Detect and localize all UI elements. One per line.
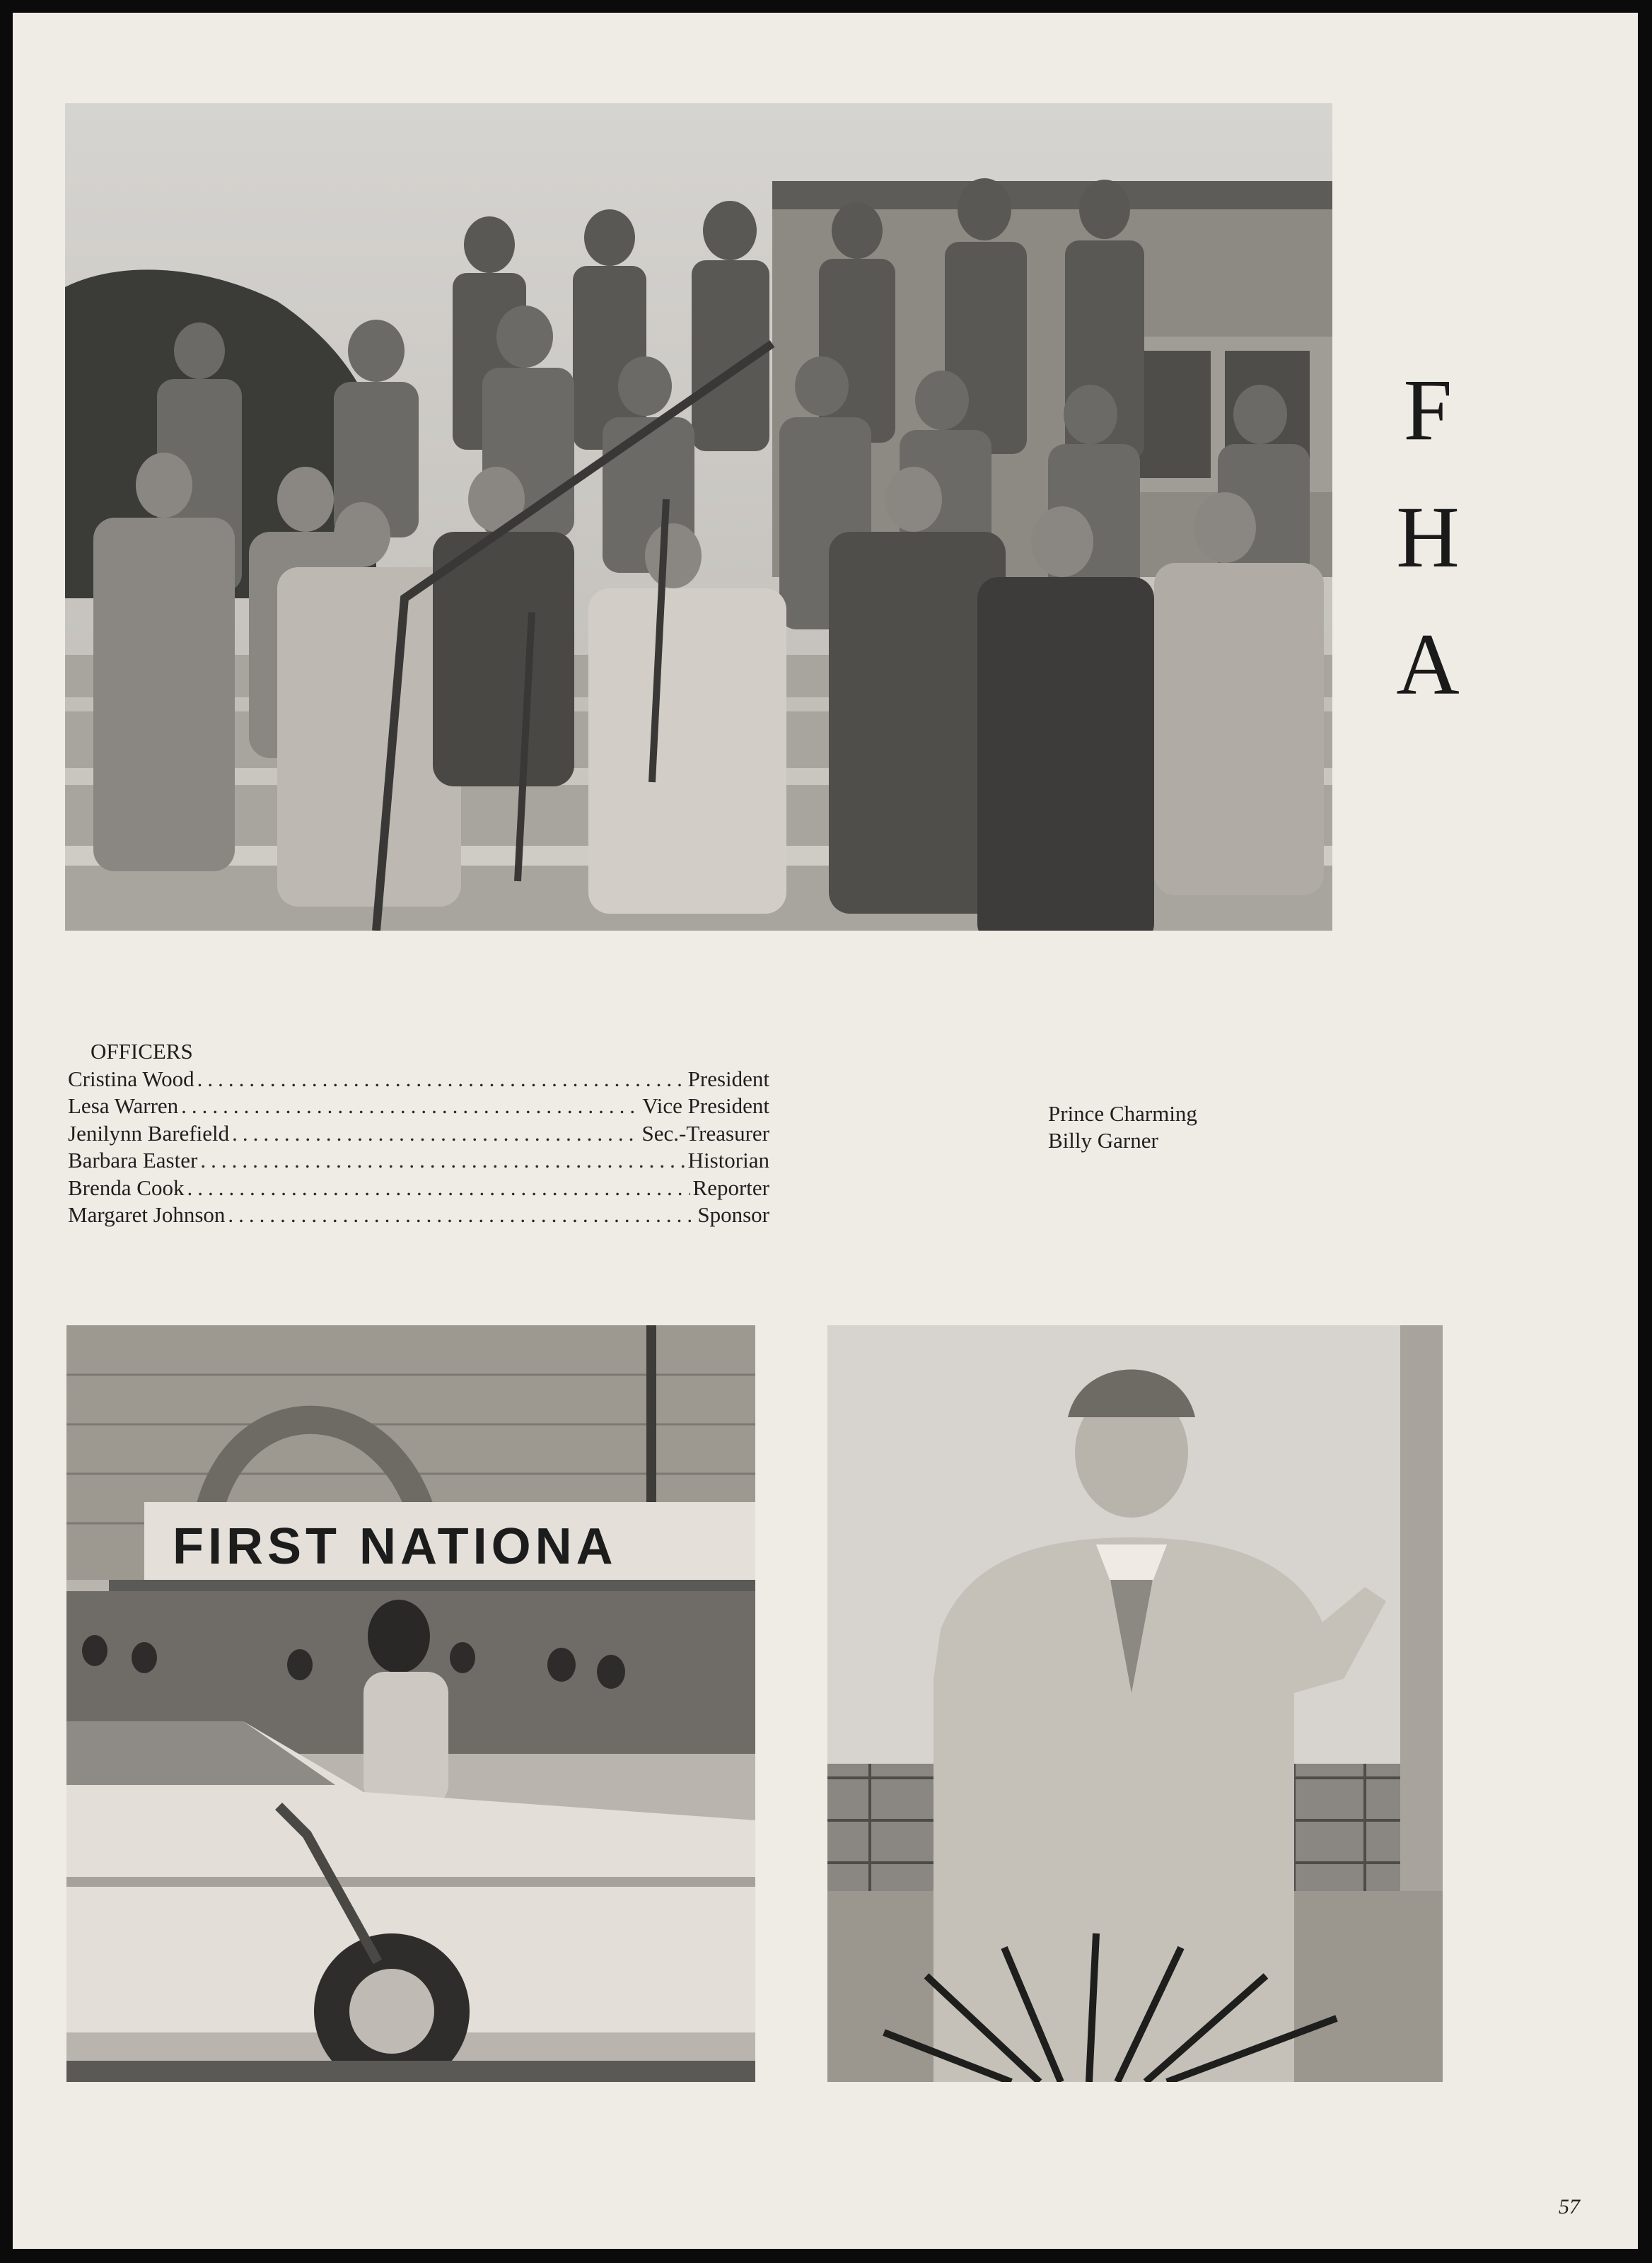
officer-name: Lesa Warren xyxy=(68,1093,179,1118)
bank-sign-text: FIRST NATIONA xyxy=(173,1518,617,1575)
officer-role: President xyxy=(687,1066,769,1091)
club-title xyxy=(1389,361,1467,748)
title-letter: H xyxy=(1396,489,1460,586)
prince-name: Billy Garner xyxy=(1048,1128,1158,1153)
title-letter: A xyxy=(1396,616,1460,713)
officer-role: Reporter xyxy=(692,1175,769,1200)
officer-role: Vice President xyxy=(642,1093,769,1118)
group-photo xyxy=(65,103,1332,931)
portrait-photo xyxy=(827,1325,1443,2082)
officer-role: Historian xyxy=(687,1148,769,1173)
prince-caption xyxy=(1048,1100,1197,1154)
yearbook-page xyxy=(13,13,1638,2249)
officers-heading: OFFICERS xyxy=(91,1039,193,1064)
page-number: 57 xyxy=(1559,2195,1580,2218)
leader-dots xyxy=(200,1147,685,1175)
officer-name: Jenilynn Barefield xyxy=(68,1120,230,1146)
title-letter: F xyxy=(1403,361,1453,458)
officer-role: Sec.-Treasurer xyxy=(641,1120,769,1146)
officer-row xyxy=(68,1147,769,1175)
officer-row xyxy=(68,1120,769,1148)
leader-dots xyxy=(197,1066,685,1093)
leader-dots xyxy=(187,1175,690,1202)
officer-name: Barbara Easter xyxy=(68,1148,198,1173)
officers-list xyxy=(68,1038,769,1229)
officer-row xyxy=(68,1202,769,1229)
parade-photo xyxy=(66,1325,755,2082)
leader-dots xyxy=(232,1120,639,1148)
officer-row xyxy=(68,1175,769,1202)
officer-name: Margaret Johnson xyxy=(68,1202,226,1227)
officer-row xyxy=(68,1066,769,1093)
officer-name: Brenda Cook xyxy=(68,1175,185,1200)
leader-dots xyxy=(181,1093,639,1120)
officer-role: Sponsor xyxy=(697,1202,769,1227)
leader-dots xyxy=(228,1202,694,1229)
officer-row xyxy=(68,1093,769,1120)
prince-title: Prince Charming xyxy=(1048,1101,1197,1126)
officer-name: Cristina Wood xyxy=(68,1066,194,1091)
